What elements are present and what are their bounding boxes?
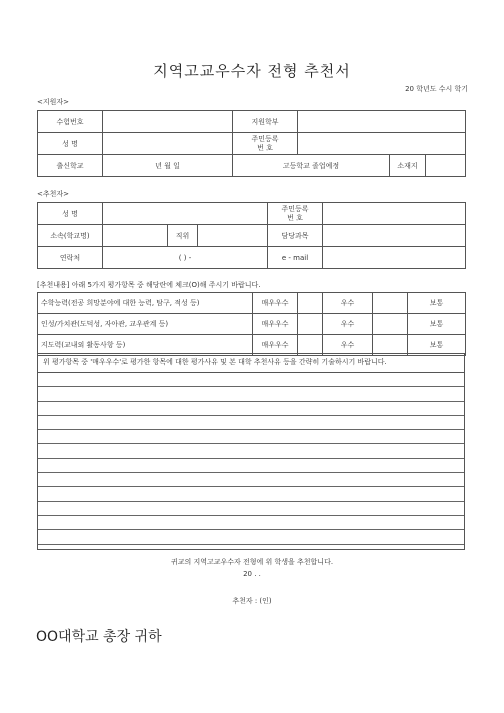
writing-line[interactable] — [38, 545, 464, 558]
affiliation-label: 소속(학교명) — [38, 225, 103, 247]
rating-average: 보통 — [408, 293, 466, 314]
affiliation-field[interactable] — [103, 225, 168, 247]
writing-line[interactable] — [38, 387, 464, 401]
applicant-rrn-field[interactable] — [298, 133, 466, 155]
writing-line[interactable] — [38, 487, 464, 501]
rating-excellent: 매우우수 — [253, 314, 298, 335]
evaluation-header: [추천내용] 아래 5가지 평가항목 중 해당란에 체크(O)해 주시기 바랍니다. — [37, 281, 261, 289]
recommender-rrn-label: 주민등록 번 호 — [268, 203, 323, 225]
check-good[interactable] — [373, 314, 408, 335]
rating-good: 우수 — [323, 314, 373, 335]
rating-average: 보통 — [408, 335, 466, 356]
contact-label: 연락처 — [38, 247, 103, 269]
location-label: 소재지 — [390, 155, 426, 177]
reason-instruction: 위 평가항목 중 '매우우수'로 평가한 항목에 대한 평가사유 및 본 대학 추천사유 등을 간략히 기술하시기 바랍니다. — [38, 354, 464, 373]
recommender-section-label: <추천자> — [37, 190, 70, 198]
position-field[interactable] — [198, 225, 268, 247]
check-excellent[interactable] — [298, 293, 323, 314]
graduation-field[interactable]: 고등학교 졸업예정 — [233, 155, 390, 177]
evaluation-item: 인성/가치관(도덕성, 자아관, 교우관계 등) — [38, 314, 253, 335]
writing-line[interactable] — [38, 502, 464, 516]
birth-date-field[interactable]: 년 월 일 — [103, 155, 233, 177]
rating-excellent: 매우우수 — [253, 335, 298, 356]
recommender-signature-line: 추천자 : (인) — [232, 597, 272, 605]
writing-line[interactable] — [38, 402, 464, 416]
check-good[interactable] — [373, 293, 408, 314]
evaluation-item: 수학능력(전공 희망분야에 대한 능력, 탐구, 적성 등) — [38, 293, 253, 314]
signature-date: 20 . . — [243, 570, 261, 578]
document-title: 지역고교우수자 전형 추천서 — [153, 62, 351, 80]
writing-line[interactable] — [38, 373, 464, 387]
position-label: 직위 — [168, 225, 198, 247]
evaluation-row — [38, 314, 466, 335]
evaluation-table — [37, 292, 466, 356]
applicant-section-label: <지원자> — [37, 98, 70, 106]
applicant-rrn-label: 주민등록 번 호 — [233, 133, 298, 155]
school-label: 출신학교 — [38, 155, 103, 177]
exam-number-field[interactable] — [103, 111, 233, 133]
rating-average: 보통 — [408, 314, 466, 335]
applicant-table — [37, 110, 466, 177]
writing-line[interactable] — [38, 530, 464, 544]
rating-good: 우수 — [323, 335, 373, 356]
subject-label: 담당과목 — [268, 225, 323, 247]
location-field[interactable] — [426, 155, 466, 177]
recommender-rrn-field[interactable] — [323, 203, 466, 225]
subject-field[interactable] — [323, 225, 466, 247]
applicant-name-field[interactable] — [103, 133, 233, 155]
evaluation-row — [38, 293, 466, 314]
addressee: OO대학교 총장 귀하 — [36, 629, 162, 645]
writing-line[interactable] — [38, 416, 464, 430]
department-field[interactable] — [298, 111, 466, 133]
email-field[interactable] — [323, 247, 466, 269]
exam-number-label: 수험번호 — [38, 111, 103, 133]
applicant-name-label: 성 명 — [38, 133, 103, 155]
rating-excellent: 매우우수 — [253, 293, 298, 314]
evaluation-item: 지도력(교내외 활동사항 등) — [38, 335, 253, 356]
email-label: e - mail — [268, 247, 323, 269]
writing-line[interactable] — [38, 444, 464, 458]
phone-field[interactable]: ( ) - — [103, 247, 268, 269]
recommender-name-label: 성 명 — [38, 203, 103, 225]
recommendation-statement: 귀교의 지역고교우수자 전형에 위 학생을 추천합니다. — [170, 558, 334, 566]
writing-line[interactable] — [38, 430, 464, 444]
check-excellent[interactable] — [298, 314, 323, 335]
department-label: 지원학부 — [233, 111, 298, 133]
rating-good: 우수 — [323, 293, 373, 314]
writing-line[interactable] — [38, 459, 464, 473]
recommender-name-field[interactable] — [103, 203, 268, 225]
recommender-table — [37, 202, 466, 269]
academic-year-label: 20 학년도 수시 학기 — [405, 85, 468, 93]
writing-line[interactable] — [38, 516, 464, 530]
writing-line[interactable] — [38, 473, 464, 487]
reason-writing-area[interactable] — [37, 353, 465, 550]
